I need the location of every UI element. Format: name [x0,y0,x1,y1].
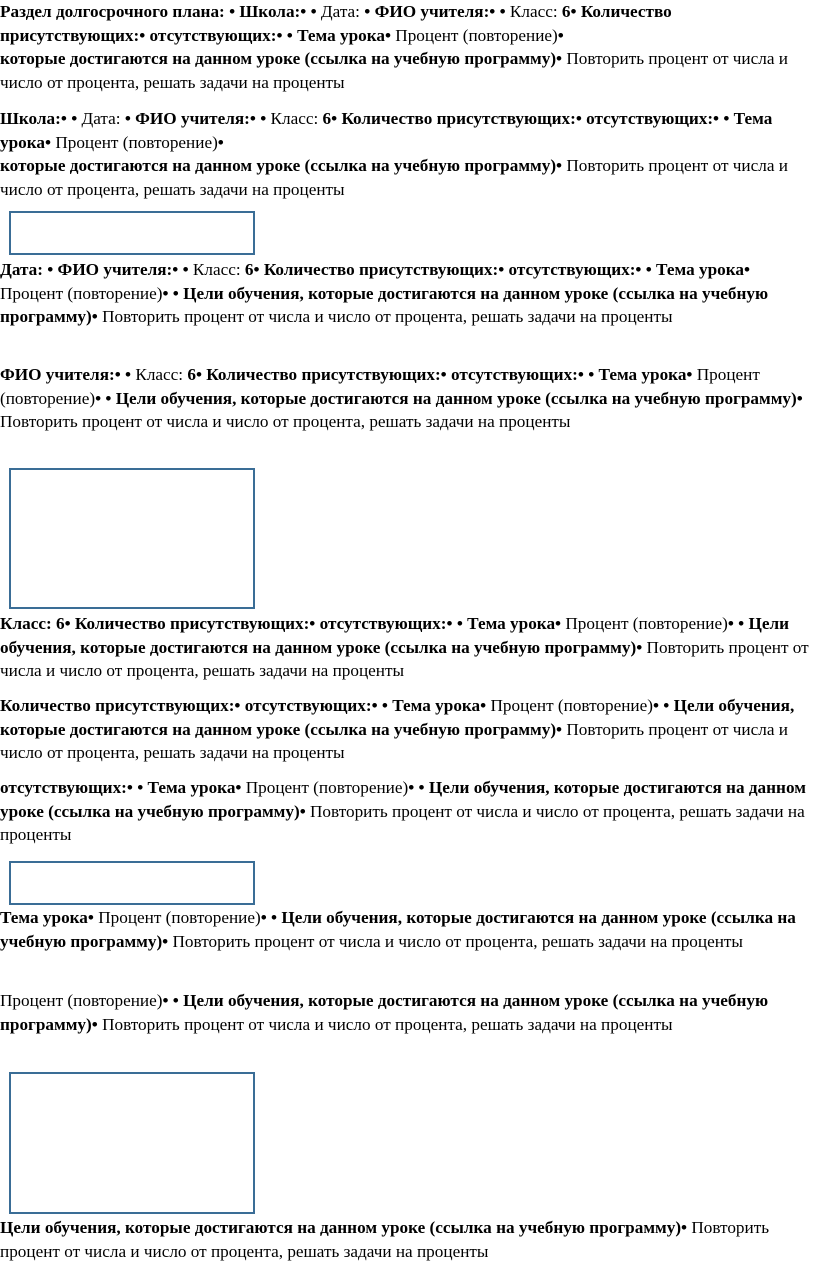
empty-frame-3 [9,861,255,905]
paragraph-9: Процент (повторение)• • Цели обучения, которые достигаются на данном уроке (ссылка на учебную программу)• Повторить процент от числа и число от процента, решать задачи на проценты [0,991,769,1034]
paragraph-10: Цели обучения, которые достигаются на данном уроке (ссылка на учебную программу)• Повторить процент от числа и число от процента, решать задачи на проценты [0,1218,770,1261]
paragraph-7: отсутствующих:• • Тема урока• Процент (повторение)• • Цели обучения, которые достигаются на данном уроке (ссылка на учебную программу)• Повторить процент от числа и число от процента, решать задачи на проценты [0,778,806,844]
empty-frame-4 [9,1072,255,1214]
paragraph-5: Класс: 6• Количество присутствующих:• отсутствующих:• • Тема урока• Процент (повторение)• • Цели обучения, которые достигаются на данном уроке (ссылка на учебную программу)• Повторить процент от числа и число от процента, решать задачи на проценты [0,614,809,680]
paragraph-2: Школа:• • Дата: • ФИО учителя:• • Класс: 6• Количество присутствующих:• отсутствующих:• • Тема урока• Процент (повторение)• которые достигаются на данном уроке (ссылка на учебную программу)• Повторить процент от числа и число от процента, решать задачи на проценты [0,109,788,199]
paragraph-8: Тема урока• Процент (повторение)• • Цели обучения, которые достигаются на данном уроке (ссылка на учебную программу)• Повторить процент от числа и число от процента, решать задачи на проценты [0,908,796,951]
paragraph-3: Дата: • ФИО учителя:• • Класс: 6• Количество присутствующих:• отсутствующих:• • Тема урока• Процент (повторение)• • Цели обучения, которые достигаются на данном уроке (ссылка на учебную программу)• Повторить процент от числа и число от процента, решать задачи на проценты [0,260,769,326]
empty-frame-1 [9,211,255,255]
empty-frame-2 [9,468,255,609]
paragraph-1: Раздел долгосрочного плана: • Школа:• • Дата: • ФИО учителя:• • Класс: 6• Количество присутствующих:• отсутствующих:• • Тема урока• Процент (повторение)• которые достигаются на данном уроке (ссылка на учебную программу)• Повторить процент от числа и число от процента, решать задачи на проценты [0,2,788,92]
paragraph-4: ФИО учителя:• • Класс: 6• Количество присутствующих:• отсутствующих:• • Тема урока• Процент (повторение)• • Цели обучения, которые достигаются на данном уроке (ссылка на учебную программу)• Повторить процент от числа и число от процента, решать задачи на проценты [0,365,803,431]
paragraph-6: Количество присутствующих:• отсутствующих:• • Тема урока• Процент (повторение)• • Цели обучения, которые достигаются на данном уроке (ссылка на учебную программу)• Повторить процент от числа и число от процента, решать задачи на проценты [0,696,795,762]
